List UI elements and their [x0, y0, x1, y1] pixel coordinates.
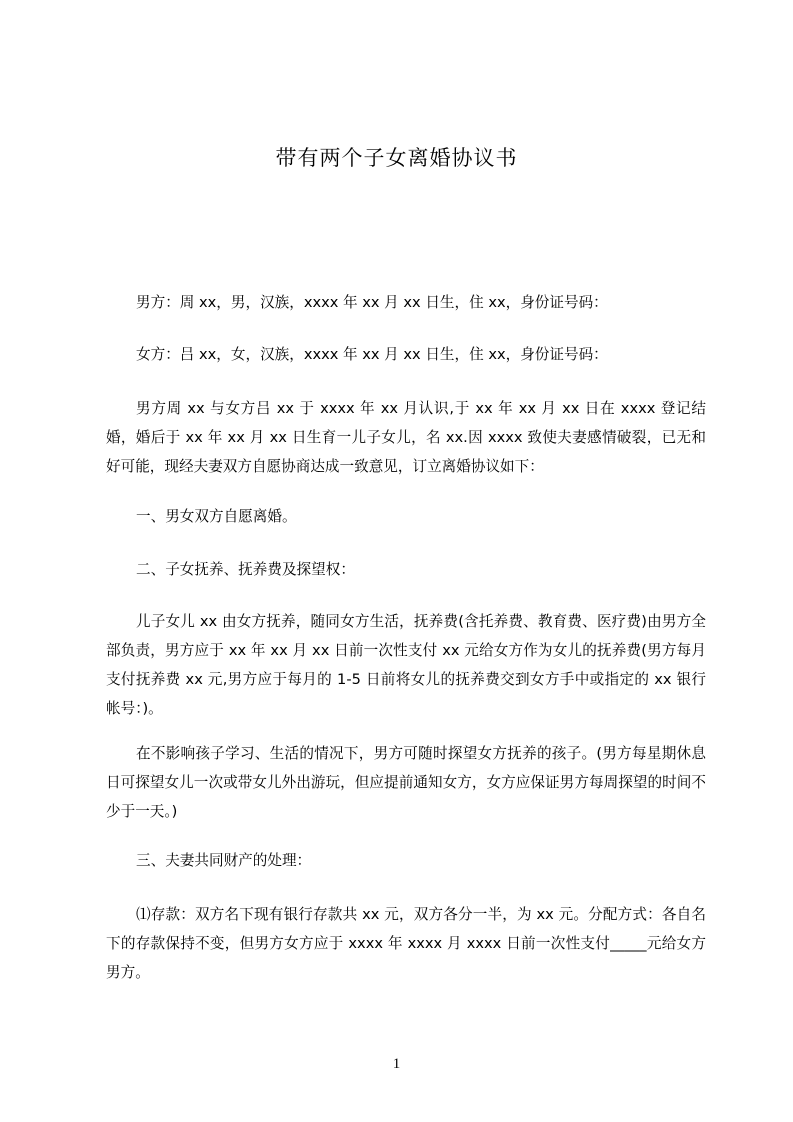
- paragraph-background: 男方周 xx 与女方吕 xx 于 xxxx 年 xx 月认识,于 xx 年 xx 月 xx 日在 xxxx 登记结婚，婚后于 xx 年 xx 月 xx 日生育一儿子女儿，名 xx.因 xxxx 致使夫妻感情破裂，已无和好可能，现经夫妻双方自愿协商达成一致意见，订立离婚协议如下：: [106, 400, 706, 475]
- paragraph-child-support: 儿子女儿 xx 由女方抚养，随同女方生活，抚养费(含托养费、教育费、医疗费)由男方全部负责，男方应于 xx 年 xx 月 xx 日前一次性支付 xx 元给女方作为女儿的抚养费(男方每月支付抚养费 xx 元,男方应于每月的 1-5 日前将女儿的抚养费交到女方手中或指定的 xx 银行帐号：)。: [106, 613, 706, 717]
- page-number: 1: [392, 1056, 401, 1072]
- paragraph-wife-info: 女方：吕 xx，女，汉族，xxxx 年 xx 月 xx 日生，住 xx，身份证号码：: [136, 346, 608, 363]
- section-heading-divorce: 一、男女双方自愿离婚。: [136, 508, 297, 525]
- paragraph-husband-info: 男方：周 xx，男，汉族，xxxx 年 xx 月 xx 日生，住 xx，身份证号码：: [136, 294, 608, 311]
- section-heading-children: 二、子女抚养、抚养费及探望权：: [136, 561, 355, 578]
- paragraph-savings: ⑴存款：双方名下现有银行存款共 xx 元，双方各分一半，为 xx 元。分配方式：各自名下的存款保持不变，但男方女方应于 xxxx 年 xxxx 月 xxxx 日前一次性支付_____元给女方男方。: [106, 906, 706, 981]
- document-title: 带有两个子女离婚协议书: [275, 146, 518, 170]
- section-heading-property: 三、夫妻共同财产的处理：: [136, 852, 312, 869]
- paragraph-visitation: 在不影响孩子学习、生活的情况下，男方可随时探望女方抚养的孩子。(男方每星期休息日可探望女儿一次或带女儿外出游玩，但应提前通知女方，女方应保证男方每周探望的时间不少于一天。): [106, 745, 706, 820]
